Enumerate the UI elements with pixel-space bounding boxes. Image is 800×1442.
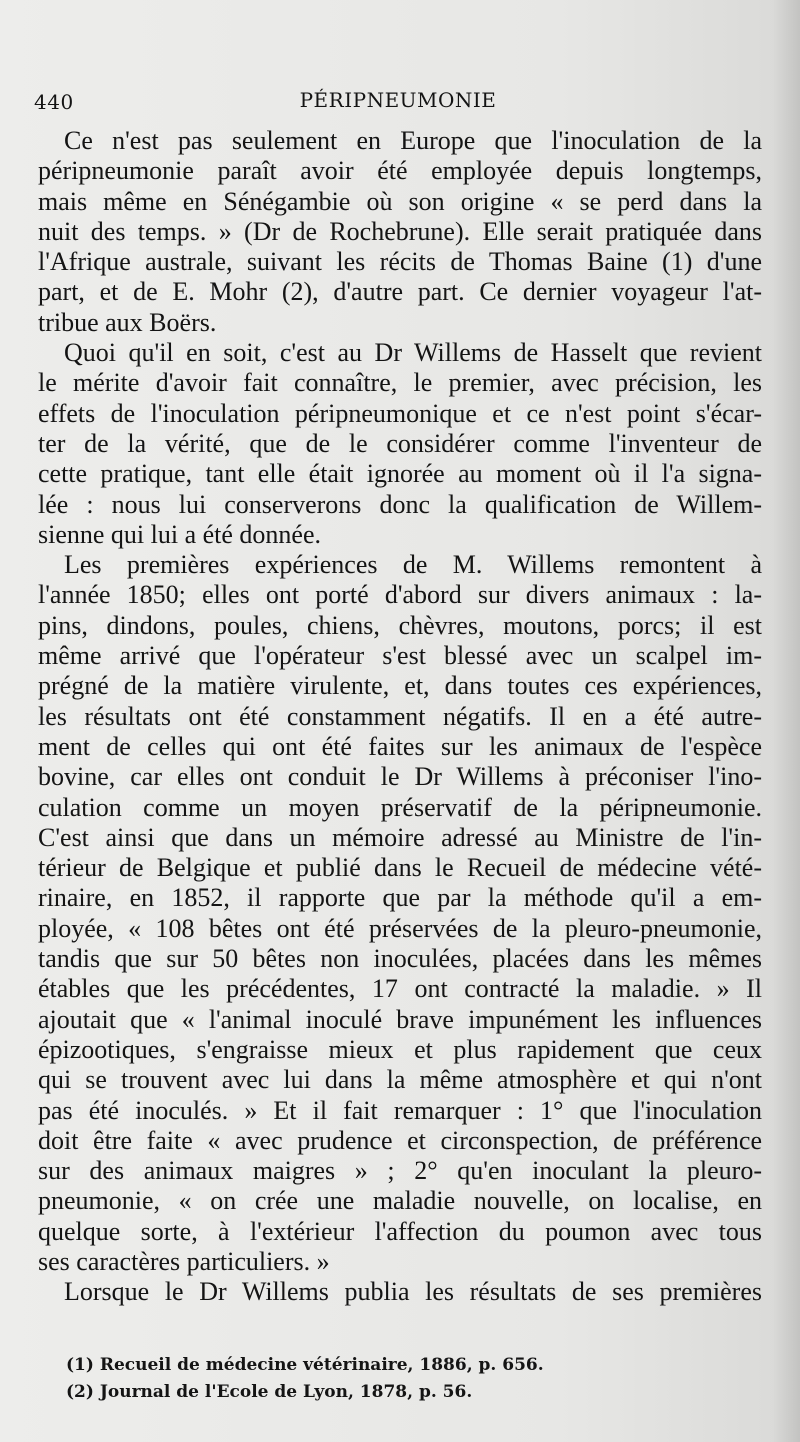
text-line: quelque sorte, à l'extérieur l'affection du poumon avec tous: [38, 1216, 762, 1246]
footnote-1: (1) Recueil de médecine vétérinaire, 1886, p. 656.: [66, 1355, 544, 1375]
text-line: pneumonie, « on crée une maladie nouvelle, on localise, en: [38, 1186, 762, 1216]
text-line: l'Afrique australe, suivant les récits de Thomas Baine (1) d'une: [38, 247, 762, 277]
text-line: térieur de Belgique et publié dans le Recueil de médecine vété-: [38, 853, 762, 883]
paragraph-1: [38, 126, 762, 338]
text-line: épizootiques, s'engraisse mieux et plus rapidement que ceux: [38, 1034, 762, 1064]
text-line: prégné de la matière virulente, et, dans toutes ces expériences,: [38, 671, 762, 701]
text-line: pas été inoculés. » Et il fait remarquer : 1° que l'inoculation: [38, 1095, 762, 1125]
footnotes: [66, 1352, 666, 1406]
paragraph-3: [38, 550, 762, 1277]
text-line: Quoi qu'il en soit, c'est au Dr Willems de Hasselt que revient: [64, 338, 762, 368]
text-line: Lorsque le Dr Willems publia les résultats de ses premières: [64, 1277, 762, 1307]
text-line: mais même en Sénégambie où son origine « se perd dans la: [38, 186, 762, 216]
text-line: sienne qui lui a été donnée.: [38, 519, 322, 549]
text-line: qui se trouvent avec lui dans la même atmosphère et qui n'ont: [38, 1065, 762, 1095]
text-line: étables que les précédentes, 17 ont contracté la maladie. » Il: [38, 974, 762, 1004]
text-line: ployée, « 108 bêtes ont été préservées de la pleuro-pneumonie,: [38, 913, 762, 943]
text-line: lée : nous lui conserverons donc la qualification de Willem-: [38, 489, 762, 519]
page-number: 440: [34, 90, 74, 114]
text-line: ses caractères particuliers. »: [38, 1246, 330, 1276]
text-line: Ce n'est pas seulement en Europe que l'inoculation de la: [64, 126, 762, 155]
text-line: sur des animaux maigres » ; 2° qu'en inoculant la pleuro-: [38, 1156, 762, 1186]
text-line: effets de l'inoculation péripneumonique et ce n'est point s'écar-: [38, 398, 762, 428]
paragraph-4: [38, 1277, 762, 1307]
text-line: ter de la vérité, que de le considérer comme l'inventeur de: [38, 428, 762, 458]
text-line: bovine, car elles ont conduit le Dr Willems à préconiser l'ino-: [38, 762, 762, 792]
text-line: même arrivé que l'opérateur s'est blessé avec un scalpel im-: [38, 641, 762, 671]
text-line: C'est ainsi que dans un mémoire adressé au Ministre de l'in-: [38, 822, 762, 852]
text-line: nuit des temps. » (Dr de Rochebrune). Elle serait pratiquée dans: [38, 216, 762, 246]
text-line: rinaire, en 1852, il rapporte que par la méthode qu'il a em-: [38, 883, 762, 913]
text-line: ment de celles qui ont été faites sur les animaux de l'espèce: [38, 731, 762, 761]
text-line: ajoutait que « l'animal inoculé brave impunément les influences: [38, 1004, 762, 1034]
text-line: tribue aux Boërs.: [38, 307, 217, 337]
text-line: pins, dindons, poules, chiens, chèvres, moutons, porcs; il est: [38, 610, 762, 640]
text-line: le mérite d'avoir fait connaître, le premier, avec précision, les: [38, 368, 762, 398]
paragraph-2: [38, 338, 762, 550]
text-line: part, et de E. Mohr (2), d'autre part. Ce dernier voyageur l'at-: [38, 277, 762, 307]
running-head: [34, 86, 762, 120]
text-line: doit être faite « avec prudence et circonspection, de préférence: [38, 1125, 762, 1155]
text-line: les résultats ont été constamment négatifs. Il en a été autre-: [38, 701, 762, 731]
text-line: l'année 1850; elles ont porté d'abord sur divers animaux : la-: [38, 580, 762, 610]
running-title: PÉRIPNEUMONIE: [299, 88, 497, 112]
text-line: cette pratique, tant elle était ignorée au moment où il l'a signa-: [38, 459, 762, 489]
footnote-2: (2) Journal de l'Ecole de Lyon, 1878, p. 56.: [66, 1382, 473, 1402]
text-line: tandis que sur 50 bêtes non inoculées, placées dans les mêmes: [38, 944, 762, 974]
text-line: péripneumonie paraît avoir été employée depuis longtemps,: [38, 156, 762, 186]
text-line: culation comme un moyen préservatif de la péripneumonie.: [38, 792, 762, 822]
text-line: Les premières expériences de M. Willems remontent à: [64, 550, 762, 580]
body-text: [38, 126, 762, 1308]
